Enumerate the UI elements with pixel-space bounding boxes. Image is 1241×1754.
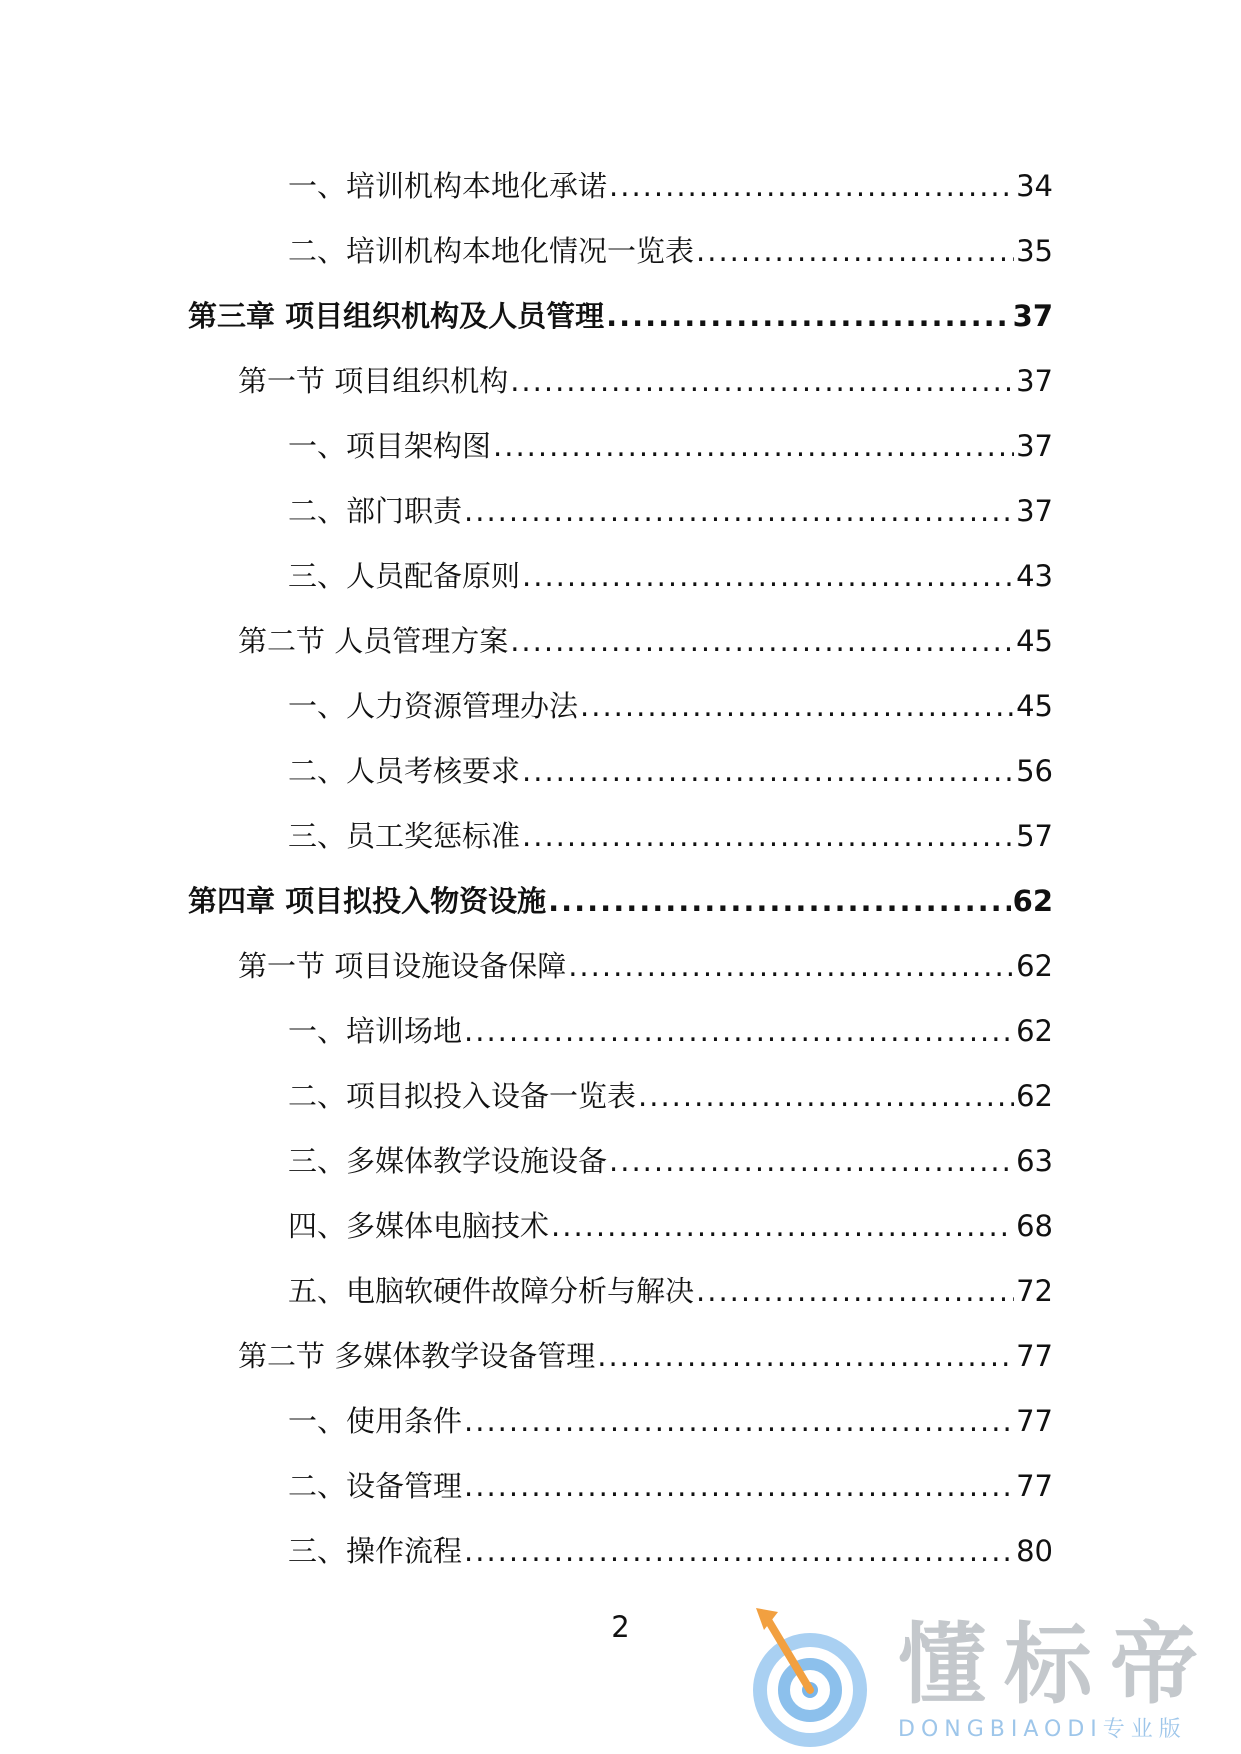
toc-entry-page: 68 [1016,1209,1053,1243]
toc-dot-leader [696,1274,1014,1308]
target-arrow-icon [748,1590,888,1750]
toc-entry-item[interactable] [0,1464,1241,1529]
toc-entry-title: 第一节 项目组织机构 [238,364,509,398]
toc-entry-page: 80 [1016,1534,1053,1568]
toc-entry-item[interactable] [0,424,1241,489]
toc-entry-title: 五、电脑软硬件故障分析与解决 [288,1274,695,1308]
toc-entry-title: 第二节 人员管理方案 [238,624,509,658]
toc-entry-title: 二、部门职责 [288,494,463,528]
toc-entry-page: 45 [1016,689,1053,723]
toc-dot-leader [464,1469,1014,1503]
toc-entry-title: 三、多媒体教学设施设备 [288,1144,608,1178]
toc-dot-leader [464,1404,1014,1438]
toc-entry-item[interactable] [0,489,1241,554]
toc-entry-item[interactable] [0,814,1241,879]
toc-entry-page: 35 [1016,234,1053,268]
toc-entry-page: 77 [1016,1339,1053,1373]
toc-entry-title: 第二节 多媒体教学设备管理 [238,1339,596,1373]
toc-entry-item[interactable] [0,1399,1241,1464]
toc-entry-page: 37 [1016,364,1053,398]
page-number: 2 [611,1610,630,1644]
toc-entry-page: 37 [1016,429,1053,463]
toc-dot-leader [696,234,1014,268]
toc-entry-page: 56 [1016,754,1053,788]
toc-entry-page: 63 [1016,1144,1053,1178]
toc-entry-section[interactable] [0,359,1241,424]
toc-entry-page: 45 [1016,624,1053,658]
toc-entry-section[interactable] [0,944,1241,1009]
toc-entry-section[interactable] [0,619,1241,684]
toc-entry-title: 四、多媒体电脑技术 [288,1209,550,1243]
toc-entry-item[interactable] [0,1009,1241,1074]
toc-entry-title: 二、项目拟投入设备一览表 [288,1079,637,1113]
toc-dot-leader [548,884,1011,918]
toc-entry-title: 一、培训机构本地化承诺 [288,169,608,203]
toc-entry-page: 43 [1016,559,1053,593]
toc-entry-page: 62 [1016,1014,1053,1048]
toc-dot-leader [493,429,1014,463]
toc-dot-leader [522,559,1014,593]
toc-entry-section[interactable] [0,1334,1241,1399]
toc-dot-leader [609,1144,1014,1178]
toc-entry-item[interactable] [0,1139,1241,1204]
toc-entry-title: 一、培训场地 [288,1014,463,1048]
toc-dot-leader [609,169,1014,203]
toc-entry-title: 二、设备管理 [288,1469,463,1503]
toc-dot-leader [464,1534,1014,1568]
toc-dot-leader [522,819,1014,853]
toc-entry-title: 二、人员考核要求 [288,754,521,788]
toc-dot-leader [580,689,1014,723]
toc-entry-item[interactable] [0,1269,1241,1334]
toc-entry-title: 三、操作流程 [288,1534,463,1568]
toc-entry-title: 第一节 项目设施设备保障 [238,949,567,983]
toc-entry-page: 62 [1012,884,1053,918]
toc-dot-leader [597,1339,1014,1373]
watermark [748,1590,1228,1750]
toc-dot-leader [568,949,1014,983]
toc-entry-title: 二、培训机构本地化情况一览表 [288,234,695,268]
toc-dot-leader [510,364,1014,398]
toc-dot-leader [464,1014,1014,1048]
toc-entry-item[interactable] [0,749,1241,814]
toc-entry-page: 62 [1016,949,1053,983]
watermark-subtitle: DONGBIAODI专业版 [898,1717,1187,1742]
toc-dot-leader [522,754,1014,788]
toc-entry-page: 57 [1016,819,1053,853]
toc-entry-title: 三、员工奖惩标准 [288,819,521,853]
watermark-brand: 懂标帝 [898,1613,1217,1716]
toc-entry-item[interactable] [0,1529,1241,1594]
toc-entry-item[interactable] [0,554,1241,619]
toc-entry-title: 三、人员配备原则 [288,559,521,593]
toc-entry-title: 一、人力资源管理办法 [288,689,579,723]
toc-entry-item[interactable] [0,1204,1241,1269]
toc-entry-item[interactable] [0,164,1241,229]
toc-entry-item[interactable] [0,684,1241,749]
toc-entry-page: 34 [1016,169,1053,203]
toc-entry-item[interactable] [0,229,1241,294]
toc-dot-leader [464,494,1014,528]
toc-entry-page: 37 [1012,299,1053,333]
toc-entry-page: 37 [1016,494,1053,528]
toc-dot-leader [638,1079,1014,1113]
toc-entry-chapter[interactable] [0,879,1241,944]
toc-entry-title: 一、项目架构图 [288,429,492,463]
toc-entry-item[interactable] [0,1074,1241,1139]
toc-entry-title: 第四章 项目拟投入物资设施 [188,884,547,918]
toc-entry-page: 62 [1016,1079,1053,1113]
toc-entry-title: 第三章 项目组织机构及人员管理 [188,299,605,333]
toc-entry-page: 77 [1016,1469,1053,1503]
toc-dot-leader [510,624,1014,658]
toc-dot-leader [551,1209,1014,1243]
table-of-contents [0,164,1241,1594]
toc-entry-title: 一、使用条件 [288,1404,463,1438]
toc-entry-page: 72 [1016,1274,1053,1308]
toc-entry-chapter[interactable] [0,294,1241,359]
toc-entry-page: 77 [1016,1404,1053,1438]
toc-dot-leader [606,299,1011,333]
